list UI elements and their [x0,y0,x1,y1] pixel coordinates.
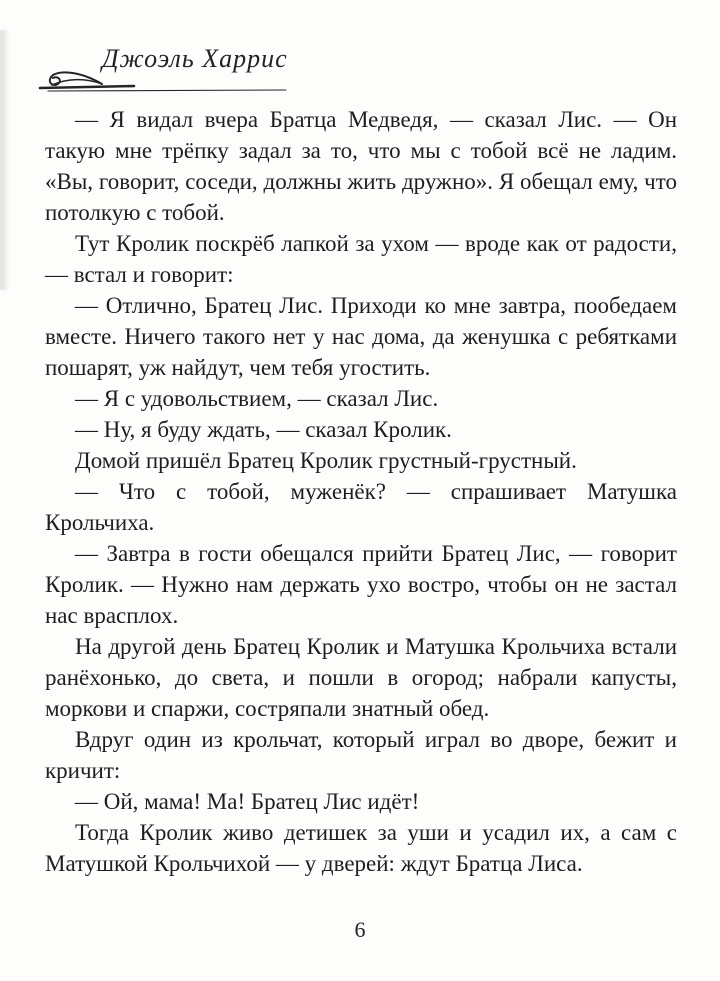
paragraph: Вдруг один из крольчат, который играл во дворе, бежит и кричит: [45,727,677,783]
paragraph: — Я видал вчера Братца Медведя, — сказал Лис. — Он такую мне трёпку задал за то, что мы с тобой всё не ладим. «Вы, говорит, соседи, должны жить дружно». Я обещал ему, что потолкую с тобой. [45,107,677,225]
paragraph: — Что с тобой, муженёк? — спрашивает Матушка Крольчиха. [45,479,677,535]
author-name: Джоэль Харрис [102,44,288,73]
paragraph: — Ну, я буду ждать, — сказал Кролик. [75,417,452,442]
paragraph: — Ой, мама! Ма! Братец Лис идёт! [75,789,420,814]
paragraph: Тут Кролик поскрёб лапкой за ухом — вроде как от радости, — встал и говорит: [45,231,677,287]
running-head [38,44,298,94]
scan-edge-artifact [0,30,9,290]
paragraph: Домой пришёл Братец Кролик грустный-грустный. [75,448,577,473]
paragraph: — Отлично, Братец Лис. Приходи ко мне завтра, пообедаем вместе. Ничего такого нет у нас дома, да женушка с ребятками пошарят, уж найдут, чем тебя угостить. [45,293,677,380]
page-number: 6 [354,917,366,942]
paragraph: На другой день Братец Кролик и Матушка Крольчиха встали ранёхонько, до света, и пошли в огород; набрали капусты, моркови и спаржи, состряпали знатный обед. [45,634,677,721]
story-text [45,104,677,879]
paragraph: — Завтра в гости обещался прийти Братец Лис, — говорит Кролик. — Нужно нам держать ухо востро, чтобы он не застал нас врасплох. [45,541,677,628]
paragraph: Тогда Кролик живо детишек за уши и усадил их, а сам с Матушкой Крольчихой — у дверей: ждут Братца Лиса. [45,820,677,876]
paragraph: — Я с удовольствием, — сказал Лис. [75,386,439,411]
